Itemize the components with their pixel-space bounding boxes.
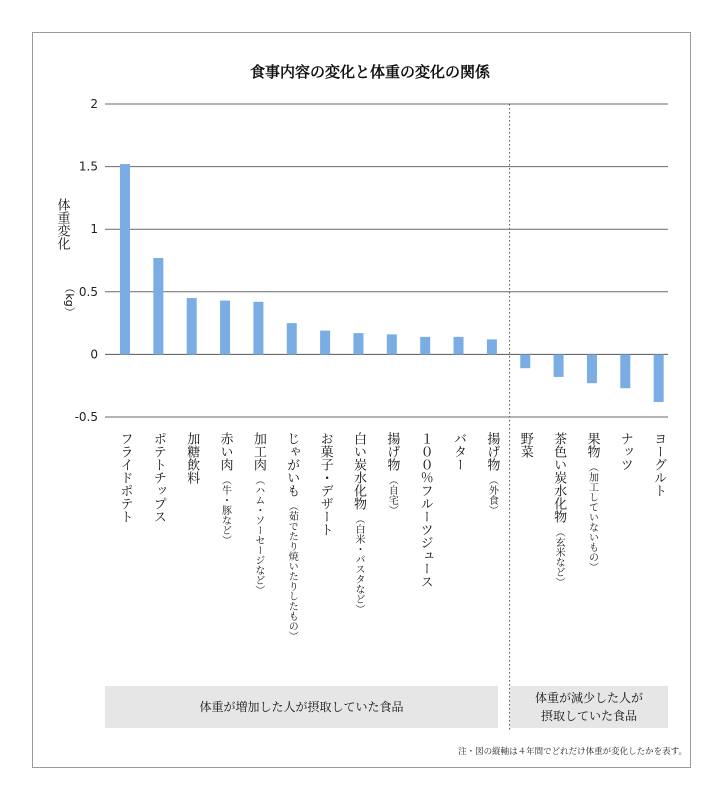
x-tick-label: [584, 432, 600, 572]
category-note: （自宅）: [386, 475, 398, 515]
category-name: １００％フルーツジュース: [417, 432, 433, 588]
category-name: 白い炭水化物: [350, 432, 366, 510]
category-name: ヨーグルト: [651, 432, 667, 497]
x-tick-label: [351, 432, 367, 614]
x-tick-label: [451, 432, 467, 471]
category-name: お菓子・デザート: [317, 432, 333, 536]
category-name: 茶色い炭水化物: [551, 432, 567, 523]
x-tick-label: [151, 432, 166, 523]
group-label-gain: 体重が増加した人が摂取していた食品: [105, 686, 498, 728]
bar: [420, 337, 430, 355]
y-axis-ticks: [75, 97, 98, 424]
bar: [654, 354, 664, 402]
y-axis-title: 体重変化: [54, 198, 70, 250]
category-note: （玄米など）: [553, 527, 565, 587]
category-note: （茹でたり焼いたりしたもの）: [286, 501, 298, 641]
bar: [353, 333, 363, 354]
x-tick-label: [518, 432, 534, 458]
bar: [287, 323, 297, 354]
category-note: （外食）: [486, 475, 498, 515]
y-tick-label: 1.5: [78, 159, 98, 174]
gridlines: [105, 104, 668, 417]
category-name: 加工肉: [250, 432, 266, 471]
x-tick-label: [484, 431, 500, 515]
x-tick-label: [184, 431, 200, 484]
x-tick-label: [218, 431, 234, 545]
category-name: 赤い肉: [217, 432, 233, 471]
category-name: 揚げ物: [384, 432, 400, 471]
category-name: ナッツ: [617, 432, 633, 471]
category-note: （白米・パスタなど）: [352, 514, 364, 614]
bar: [454, 337, 464, 355]
bar: [153, 258, 163, 354]
category-name: ポテトチップス: [150, 432, 166, 523]
bars: [120, 164, 664, 402]
bar: [187, 298, 197, 354]
x-tick-label: [418, 432, 434, 588]
group-label-loss: 体重が減少した人が 摂取していた食品: [510, 686, 668, 728]
y-tick-label: 1: [90, 222, 98, 237]
category-name: 野菜: [517, 432, 533, 458]
bar: [620, 354, 630, 388]
x-tick-label: [284, 432, 299, 641]
bar: [487, 339, 497, 354]
category-name: じゃがいも: [284, 432, 300, 497]
bar: [320, 331, 330, 355]
footnote: 注・図の縦軸は４年間でどれだけ体重が変化したかを表す。: [458, 747, 687, 757]
y-tick-label: 0: [90, 347, 98, 362]
bar: [520, 354, 530, 368]
x-tick-label: [384, 431, 400, 515]
x-tick-label: [118, 432, 133, 523]
category-note: （加工していないもの）: [586, 462, 598, 572]
bar: [554, 354, 564, 377]
bar: [120, 164, 130, 354]
chart-title: 食事内容の変化と体重の変化の関係: [249, 63, 491, 81]
bar: [253, 302, 263, 355]
y-tick-label: -0.5: [74, 410, 98, 424]
y-axis-unit: （kg）: [63, 282, 76, 318]
y-tick-label: 0.5: [78, 284, 98, 299]
category-name: 果物: [584, 432, 600, 458]
x-tick-label: [551, 432, 567, 587]
category-name: 揚げ物: [484, 432, 500, 471]
bar: [387, 334, 397, 354]
y-tick-label: 2: [90, 97, 98, 111]
x-tick-label: [651, 432, 667, 497]
x-axis-labels: [118, 431, 667, 641]
category-note: （ハム・ソーセージなど）: [252, 475, 264, 595]
y-axis-label: [55, 197, 77, 317]
category-name: バター: [451, 432, 467, 471]
category-name: 加糖飲料: [184, 432, 200, 484]
category-name: フライドポテト: [117, 432, 133, 523]
bar: [220, 301, 230, 355]
bar: [587, 354, 597, 383]
category-note: （牛・豚など）: [219, 475, 231, 545]
x-tick-label: [618, 432, 633, 471]
x-tick-label: [318, 432, 334, 536]
x-tick-label: [251, 431, 267, 595]
